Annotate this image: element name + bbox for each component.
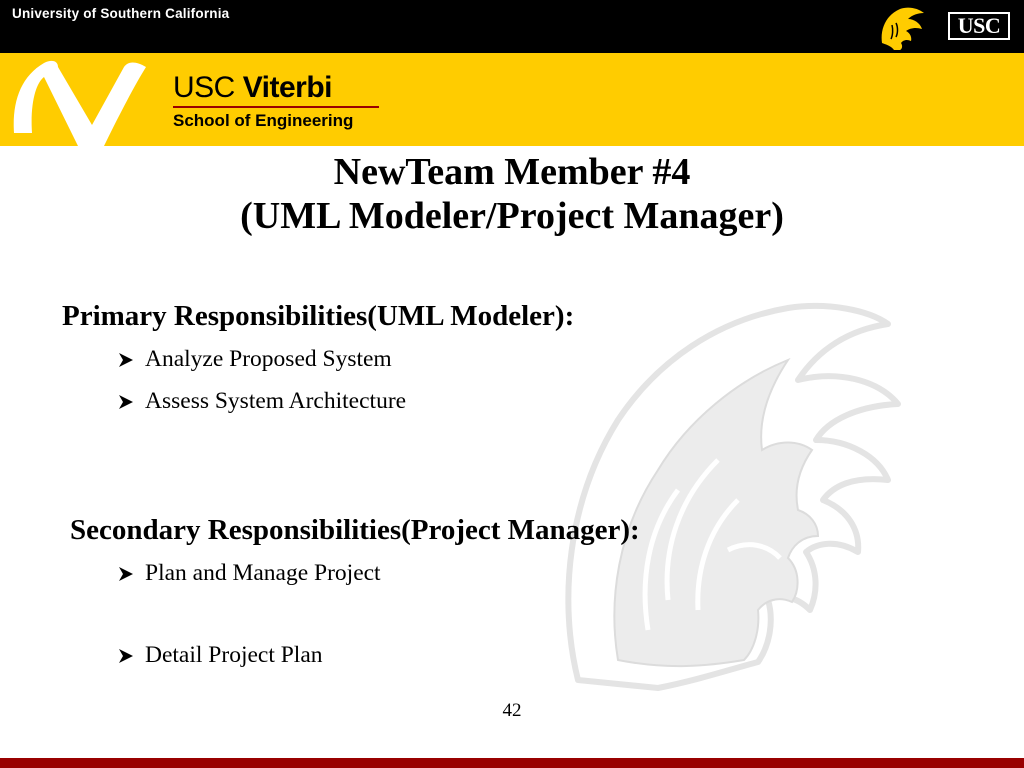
page-number: 42 xyxy=(502,700,522,721)
footer-bar xyxy=(0,758,1024,768)
brand-viterbi: Viterbi xyxy=(242,71,332,104)
list-item xyxy=(116,560,381,587)
title-line-1: NewTeam Member #4 xyxy=(333,151,691,193)
viterbi-brand xyxy=(173,72,379,131)
list-item xyxy=(116,346,392,373)
list-item xyxy=(116,642,323,669)
top-bar xyxy=(0,0,1024,53)
list-item-text: Assess System Architecture xyxy=(145,388,407,414)
arrowhead-bullet-icon xyxy=(116,564,136,584)
arrowhead-bullet-icon xyxy=(116,646,136,666)
viterbi-v-logo xyxy=(0,53,160,146)
primary-heading: Primary Responsibilities(UML Modeler): xyxy=(62,300,575,332)
secondary-heading: Secondary Responsibilities(Project Manager): xyxy=(70,514,640,546)
brand-school: School of Engineering xyxy=(173,111,354,130)
brand-divider xyxy=(173,106,379,108)
list-item-text: Detail Project Plan xyxy=(145,642,323,668)
list-item xyxy=(116,388,406,415)
brand-usc: USC xyxy=(173,71,235,104)
arrowhead-bullet-icon xyxy=(116,392,136,412)
slide-title xyxy=(0,150,1024,238)
brand-title xyxy=(173,72,379,104)
trojan-helmet-icon xyxy=(874,3,930,51)
trojan-helmet-watermark xyxy=(548,300,928,695)
list-item-text: Plan and Manage Project xyxy=(145,560,381,586)
arrowhead-bullet-icon xyxy=(116,350,136,370)
university-name: University of Southern California xyxy=(12,6,230,21)
list-item-text: Analyze Proposed System xyxy=(145,346,392,372)
title-line-2: (UML Modeler/Project Manager) xyxy=(240,195,784,237)
usc-badge: USC xyxy=(948,12,1010,40)
